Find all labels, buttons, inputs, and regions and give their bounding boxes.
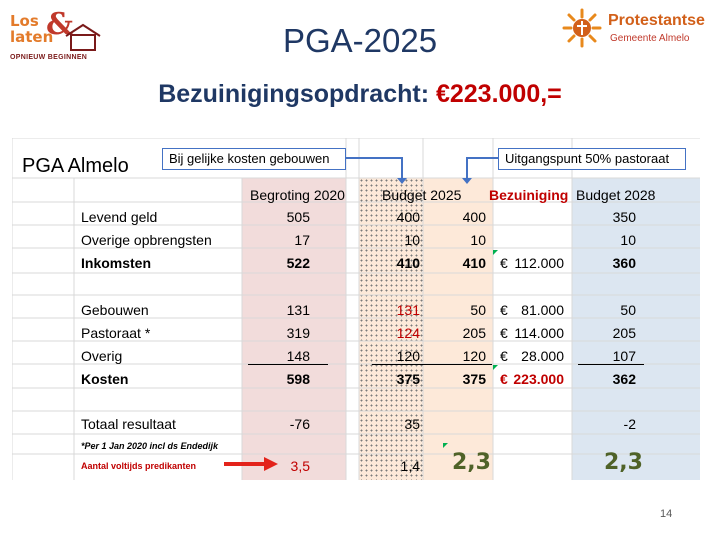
cell-overig-2025a: 120 — [396, 348, 420, 364]
sum-rule-2028 — [578, 364, 644, 365]
row-label-totaal-resultaat: Totaal resultaat — [81, 416, 176, 432]
cell-totaal-2028: -2 — [623, 416, 636, 432]
row-label-pastoraat: Pastoraat * — [81, 325, 151, 341]
cell-overige-2025a: 10 — [404, 232, 420, 248]
cell-overig-2025b: 120 — [462, 348, 486, 364]
cell-predikanten-2028: 2,3 — [604, 450, 643, 475]
subtitle-amount: €223.000,= — [435, 80, 562, 108]
header-begroting-2020: Begroting 2020 — [250, 187, 345, 203]
logo-line-2: Gemeente Almelo — [610, 33, 690, 44]
footnote: *Per 1 Jan 2020 incl ds Endedijk — [81, 441, 219, 451]
cell-pastoraat-bez-currency: € — [500, 325, 508, 341]
slide-number: 14 — [660, 508, 673, 520]
row-label-inkomsten: Inkomsten — [81, 255, 152, 271]
logo-word-1: Los — [10, 12, 39, 30]
cell-overig-2028: 107 — [612, 348, 636, 364]
budget-spreadsheet — [12, 138, 700, 480]
row-label-gebouwen: Gebouwen — [81, 302, 149, 318]
cell-overig-bezuiniging: 28.000 — [521, 348, 564, 364]
cell-inkomsten-bezuiniging: 112.000 — [514, 255, 564, 271]
cell-totaal-2020: -76 — [289, 416, 310, 432]
row-label-levend-geld: Levend geld — [81, 209, 158, 225]
cell-gebouwen-bez-currency: € — [500, 302, 508, 318]
row-label-kosten: Kosten — [81, 371, 129, 387]
cell-kosten-bez-currency: € — [500, 371, 508, 387]
cell-levend-geld-2025b: 400 — [462, 209, 486, 225]
sum-rule-2025 — [372, 364, 492, 365]
cell-predikanten-2025b: 2,3 — [452, 450, 491, 475]
cell-pastoraat-2025a: 124 — [396, 325, 420, 341]
cell-inkomsten-2020: 522 — [286, 255, 310, 271]
cell-pastoraat-2020: 319 — [286, 325, 310, 341]
cell-gebouwen-bezuiniging: 81.000 — [521, 302, 564, 318]
cell-predikanten-2020: 3,5 — [290, 458, 310, 474]
cell-pastoraat-bezuiniging: 114.000 — [514, 325, 564, 341]
callout-gelijke-kosten: Bij gelijke kosten gebouwen — [162, 148, 346, 170]
cell-overig-bez-currency: € — [500, 348, 508, 364]
cell-kosten-2025b: 375 — [462, 371, 486, 387]
header-bezuiniging: Bezuiniging — [489, 187, 569, 203]
cell-predikanten-2025a: 1,4 — [400, 458, 420, 474]
cell-pastoraat-2028: 205 — [612, 325, 636, 341]
sheet-title: PGA Almelo — [22, 155, 129, 177]
row-label-overig: Overig — [81, 348, 123, 364]
page-subtitle — [0, 80, 720, 109]
header-budget-2025: Budget 2025 — [382, 187, 462, 203]
subtitle-prefix: Bezuinigingsopdracht: — [158, 80, 430, 108]
cell-gebouwen-2025b: 50 — [470, 302, 486, 318]
cell-levend-geld-2020: 505 — [286, 209, 310, 225]
row-label-overige-opbrengsten: Overige opbrengsten — [81, 232, 212, 248]
cell-inkomsten-2025b: 410 — [462, 255, 486, 271]
page-title: PGA-2025 — [282, 22, 438, 59]
callout-uitgangspunt: Uitgangspunt 50% pastoraat — [498, 148, 686, 170]
row-label-predikanten: Aantal voltijds predikanten — [81, 461, 197, 471]
cell-inkomsten-2028: 360 — [612, 255, 636, 271]
cell-gebouwen-2028: 50 — [620, 302, 636, 318]
cell-overige-2025b: 10 — [470, 232, 486, 248]
cell-totaal-2025: 35 — [404, 416, 420, 432]
logo-word-2: laten — [10, 28, 54, 46]
cell-kosten-2020: 598 — [286, 371, 310, 387]
cell-overige-2028: 10 — [620, 232, 636, 248]
cell-inkomsten-2025a: 410 — [396, 255, 420, 271]
cell-gebouwen-2025a: 131 — [396, 302, 420, 318]
logo-line-1: Protestantse — [608, 12, 705, 29]
ampersand-icon: & — [46, 7, 74, 42]
cell-gebouwen-2020: 131 — [286, 302, 310, 318]
cell-inkomsten-bez-currency: € — [500, 255, 508, 271]
cell-kosten-2028: 362 — [612, 371, 636, 387]
header-budget-2028: Budget 2028 — [576, 187, 656, 203]
cell-pastoraat-2025b: 205 — [462, 325, 486, 341]
cell-levend-geld-2025a: 400 — [396, 209, 420, 225]
cell-overige-2020: 17 — [294, 232, 310, 248]
cell-kosten-2025a: 375 — [396, 371, 420, 387]
cell-overig-2020: 148 — [286, 348, 310, 364]
logo-tagline: OPNIEUW BEGINNEN — [10, 54, 88, 61]
cell-levend-geld-2028: 350 — [612, 209, 636, 225]
cell-kosten-bezuiniging: 223.000 — [513, 371, 564, 387]
sum-rule-2020 — [248, 364, 328, 365]
